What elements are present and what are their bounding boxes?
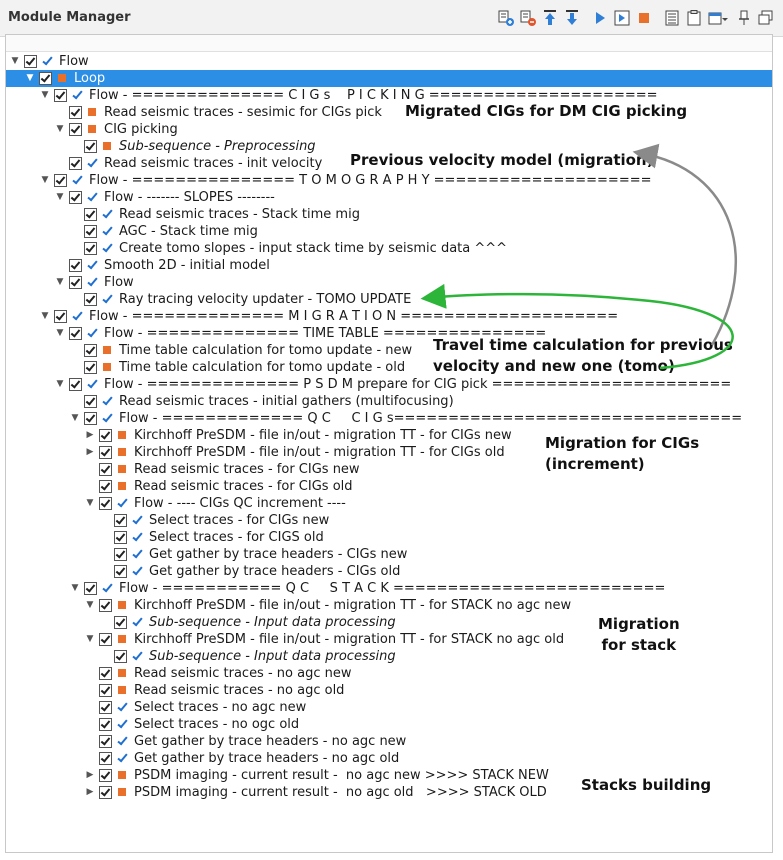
annotation-stacks-building: Stacks building [581,776,712,794]
annotation-travel-time: Travel time calculation for previous velocity and new one (tomo) [433,336,733,375]
tree-row-label: Flow - ---- CIGs QC increment ---- [134,496,346,511]
expand-chevron-icon[interactable]: ▼ [56,277,64,287]
tree-row-label: Flow - ============== C I G s P I C K I N G ===================== [89,88,658,103]
tree-row-label: Flow - ============== P S D M prepare for CIG pick ====================== [104,377,732,392]
annotation-migration-stack: Migration for stack [598,615,680,654]
tree-row-label: Get gather by trace headers - CIGs new [149,547,408,562]
tree-row-label: CIG picking [104,122,178,137]
tree-row-label: Read seismic traces - no agc old [134,683,345,698]
tree-row-label: Time table calculation for tomo update - old [119,360,406,375]
annotation-migration-cigs: Migration for CIGs (increment) [545,434,700,473]
expand-chevron-icon[interactable]: ▼ [41,175,49,185]
expand-chevron-icon[interactable]: ▼ [86,634,94,644]
expand-chevron-icon[interactable]: ▶ [86,770,94,780]
expand-chevron-icon[interactable]: ▼ [11,56,19,66]
tree-row-label: Flow - ------- SLOPES -------- [104,190,275,205]
tree-row-label: Select traces - no ogc old [134,717,300,732]
window-title: Module Manager [8,10,131,25]
tree-row-label: Read seismic traces - no agc new [134,666,352,681]
tree-row-label: Get gather by trace headers - no agc new [134,734,407,749]
tree-row-label: Ray tracing velocity updater - TOMO UPDATE [119,292,412,307]
tree-row-label: Loop [74,71,106,86]
expand-chevron-icon[interactable]: ▼ [56,192,64,202]
tree-row-label: Kirchhoff PreSDM - file in/out - migration TT - for CIGs old [134,445,505,460]
expand-chevron-icon[interactable]: ▼ [56,124,64,134]
tree-row-label: Flow - ============== TIME TABLE =============== [104,326,547,341]
expand-chevron-icon[interactable]: ▼ [86,600,94,610]
tree-row-label: Sub-sequence - Preprocessing [119,139,316,154]
tree-row-label: Read seismic traces - initial gathers (multifocusing) [119,394,454,409]
tree-row-label: Kirchhoff PreSDM - file in/out - migration TT - for CIGs new [134,428,512,443]
tree-row-label: Read seismic traces - Stack time mig [119,207,360,222]
tree-row-label: Select traces - for CIGS old [149,530,324,545]
tree-row-label: Get gather by trace headers - CIGs old [149,564,401,579]
green-arrow [428,294,733,368]
tree-row-label: Sub-sequence - Input data processing [149,615,396,630]
tree-row-label: Create tomo slopes - input stack time by seismic data ^^^ [119,241,508,256]
tree-row-label: AGC - Stack time mig [119,224,258,239]
expand-chevron-icon[interactable]: ▼ [56,379,64,389]
tree-row-label: Time table calculation for tomo update - new [119,343,413,358]
tree-row-label: PSDM imaging - current result - no agc new >>>> STACK NEW [134,768,549,783]
tree-row-label: Flow [59,54,89,69]
expand-chevron-icon[interactable]: ▼ [86,498,94,508]
expand-chevron-icon[interactable]: ▼ [71,413,79,423]
tree-row-label: Select traces - no agc new [134,700,307,715]
tree-row-label: Select traces - for CIGs new [149,513,330,528]
expand-chevron-icon[interactable]: ▶ [86,787,94,797]
expand-chevron-icon[interactable]: ▼ [71,583,79,593]
annotation-cig-picking: Migrated CIGs for DM CIG picking [405,102,688,120]
tree-row-label: Read seismic traces - for CIGs new [134,462,360,477]
expand-chevron-icon[interactable]: ▶ [86,430,94,440]
expand-chevron-icon[interactable]: ▼ [26,73,34,83]
gray-arrow [640,153,736,345]
tree-row-label: Kirchhoff PreSDM - file in/out - migration TT - for STACK no agc old [134,632,565,647]
annotation-prev-velocity: Previous velocity model (migration) [350,151,654,169]
tree-row-label: Sub-sequence - Input data processing [149,649,396,664]
tree-row-label: Smooth 2D - initial model [104,258,270,273]
tree-row-label: Read seismic traces - sesimic for CIGs pick [104,105,382,120]
tree-row-label: Kirchhoff PreSDM - file in/out - migration TT - for STACK no agc new [134,598,572,613]
expand-chevron-icon[interactable]: ▼ [41,90,49,100]
tree-row-label: Flow - =========== Q C S T A C K ========================= [119,581,666,596]
expand-chevron-icon[interactable]: ▶ [86,447,94,457]
tree-row-label: Flow - ============= Q C C I G s================================ [119,411,743,426]
tree-row-label: Flow - =============== T O M O G R A P H Y ==================== [89,173,652,188]
tree-row-label: PSDM imaging - current result - no agc old >>>> STACK OLD [134,785,547,800]
tree-row-label: Flow - ============== M I G R A T I O N ==================== [89,309,619,324]
tree-row-label: Flow [104,275,134,290]
tree-row-label: Read seismic traces - for CIGs old [134,479,353,494]
tree-row-label: Read seismic traces - init velocity [104,156,323,171]
tree-row-label: Get gather by trace headers - no agc old [134,751,400,766]
expand-chevron-icon[interactable]: ▼ [41,311,49,321]
expand-chevron-icon[interactable]: ▼ [56,328,64,338]
